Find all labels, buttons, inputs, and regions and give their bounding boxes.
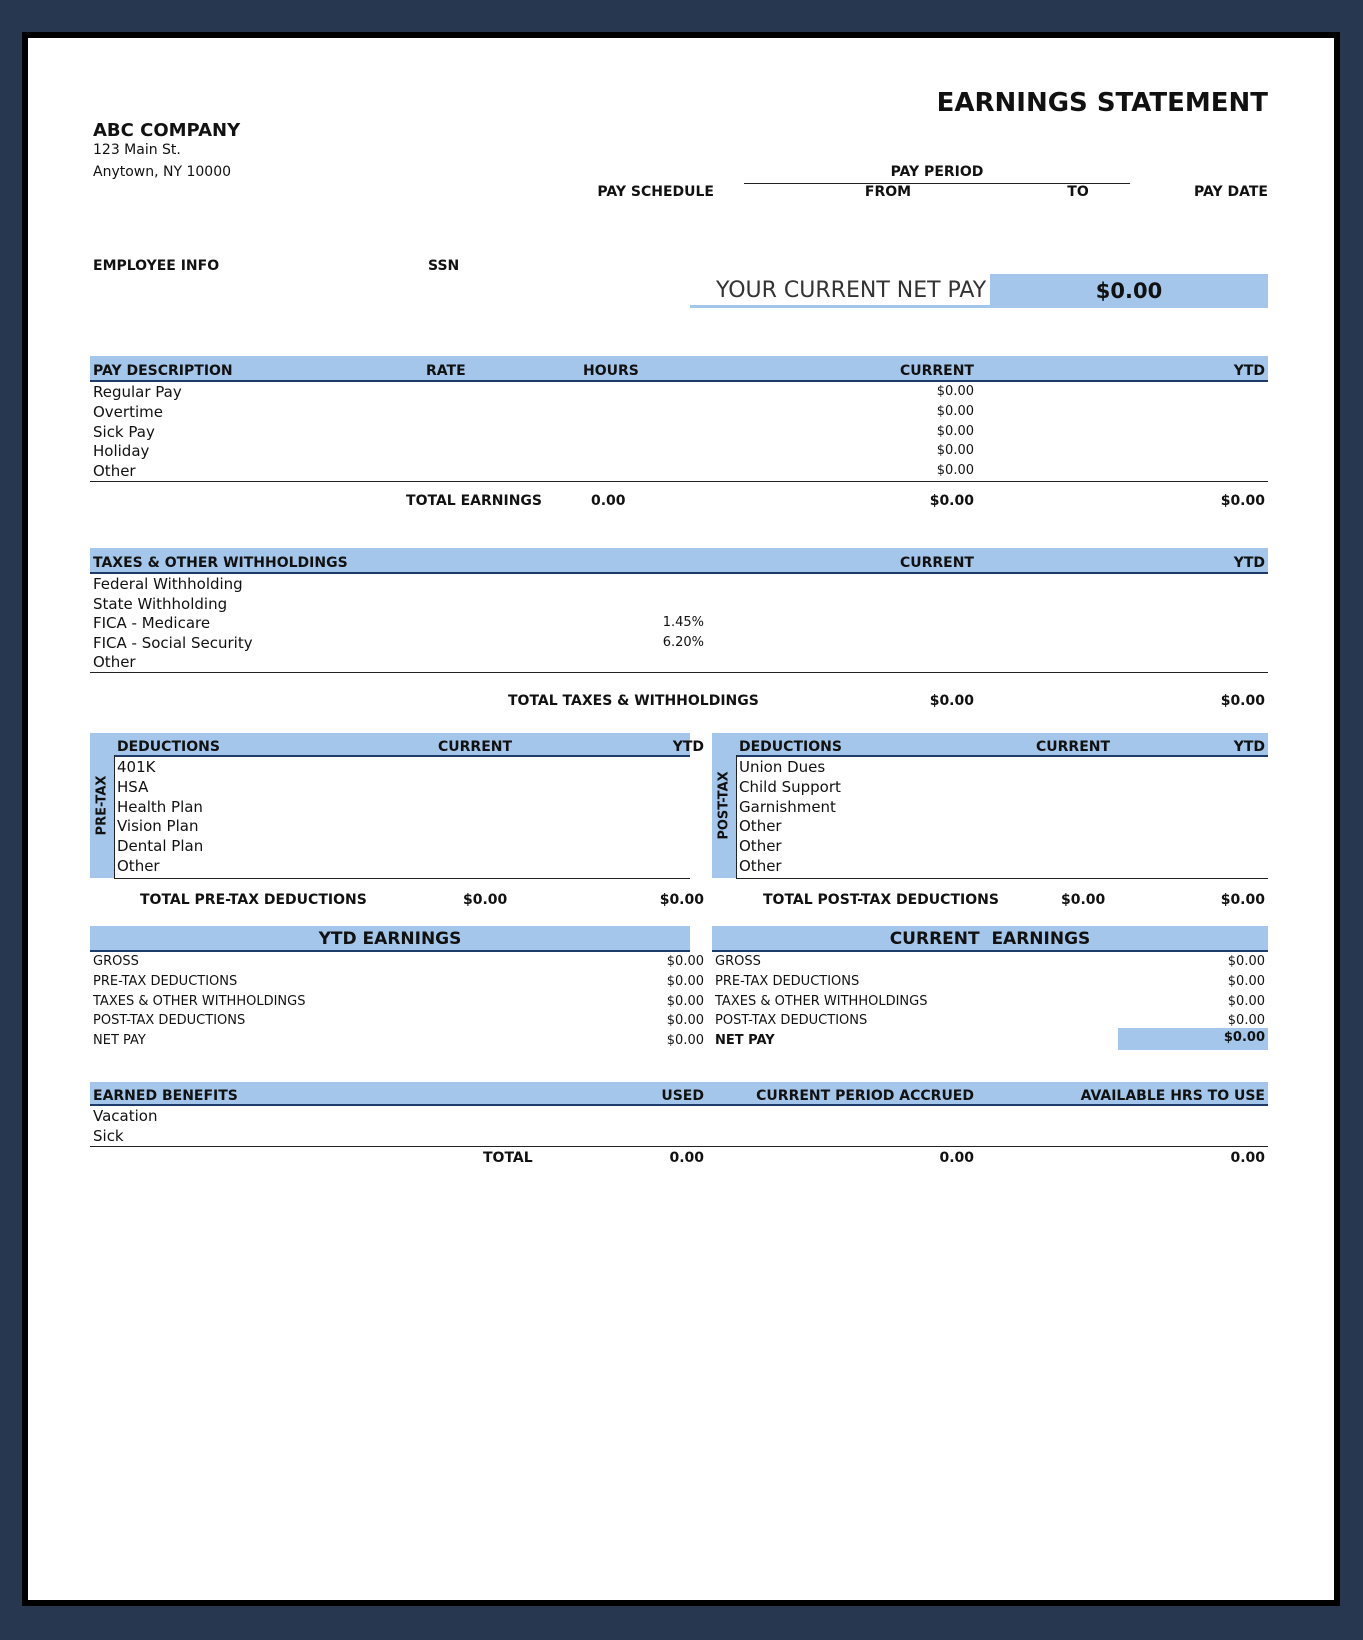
- employee-info-label: EMPLOYEE INFO: [93, 258, 220, 274]
- total-earnings-label: TOTAL EARNINGS: [406, 493, 542, 509]
- pretax-ytd-header: YTD: [672, 739, 704, 755]
- used-header: USED: [661, 1088, 704, 1104]
- current-earnings-title: CURRENT EARNINGS: [889, 929, 1091, 949]
- posttax-deductions-header: DEDUCTIONS: [739, 739, 842, 755]
- current-summary-value: $0.00: [1227, 994, 1265, 1009]
- current-summary-label: GROSS: [715, 954, 761, 969]
- earnings-rule: [90, 481, 1268, 482]
- current-summary-label: PRE-TAX DEDUCTIONS: [715, 974, 860, 989]
- rate-header: RATE: [426, 363, 466, 379]
- hours-header: HOURS: [583, 363, 639, 379]
- ytd-summary-value: $0.00: [666, 974, 704, 989]
- posttax-rule: [736, 878, 1268, 879]
- earnings-statement-sheet: [22, 32, 1340, 1606]
- earnings-ytd-header: YTD: [1233, 363, 1265, 379]
- current-net-pay-label: NET PAY: [715, 1033, 775, 1048]
- accrued-header: CURRENT PERIOD ACCRUED: [756, 1088, 974, 1104]
- earnings-row-current: $0.00: [936, 384, 974, 399]
- taxes-ytd-header: YTD: [1233, 555, 1265, 571]
- benefits-total-available: 0.00: [1230, 1150, 1265, 1166]
- earnings-row-current: $0.00: [936, 463, 974, 478]
- tax-row-rate: 1.45%: [662, 615, 704, 630]
- pretax-row: Dental Plan: [117, 837, 204, 855]
- current-summary-value: $0.00: [1227, 1013, 1265, 1028]
- page-title: EARNINGS STATEMENT: [936, 88, 1268, 118]
- earnings-row-label: Overtime: [93, 403, 163, 421]
- ytd-summary-value: $0.00: [666, 954, 704, 969]
- pretax-side-label: PRE-TAX: [94, 775, 110, 836]
- posttax-row: Other: [739, 817, 782, 835]
- net-pay-label: YOUR CURRENT NET PAY: [690, 274, 990, 308]
- pretax-row: 401K: [117, 758, 156, 776]
- pay-period-label: PAY PERIOD: [890, 164, 984, 180]
- earnings-current-header: CURRENT: [899, 363, 974, 379]
- posttax-ytd-header: YTD: [1233, 739, 1265, 755]
- posttax-row: Other: [739, 857, 782, 875]
- earnings-row-current: $0.00: [936, 404, 974, 419]
- benefits-rule: [90, 1146, 1268, 1147]
- pretax-current-header: CURRENT: [438, 739, 513, 755]
- ytd-summary-label: GROSS: [93, 954, 139, 969]
- earnings-row-label: Sick Pay: [93, 423, 155, 441]
- total-taxes-ytd: $0.00: [1220, 693, 1265, 709]
- pay-date-label: PAY DATE: [1194, 184, 1268, 200]
- company-name: ABC COMPANY: [93, 120, 241, 141]
- net-pay-value: $0.00: [990, 274, 1268, 308]
- earnings-row-label: Regular Pay: [93, 383, 182, 401]
- benefit-row: Sick: [93, 1127, 124, 1145]
- taxes-rule: [90, 672, 1268, 673]
- pay-period-from-label: FROM: [864, 184, 912, 200]
- posttax-row: Child Support: [739, 778, 841, 796]
- total-pretax-label: TOTAL PRE-TAX DEDUCTIONS: [140, 892, 367, 908]
- posttax-divider: [736, 755, 737, 878]
- benefits-total-accrued: 0.00: [939, 1150, 974, 1166]
- total-earnings-current: $0.00: [929, 493, 974, 509]
- pretax-divider: [114, 755, 115, 878]
- earnings-row-current: $0.00: [936, 424, 974, 439]
- taxes-current-header: CURRENT: [899, 555, 974, 571]
- ytd-summary-value: $0.00: [666, 1033, 704, 1048]
- earnings-row-label: Other: [93, 462, 136, 480]
- pretax-deductions-header: DEDUCTIONS: [117, 739, 220, 755]
- total-pretax-ytd: $0.00: [659, 892, 704, 908]
- current-summary-label: POST-TAX DEDUCTIONS: [715, 1013, 868, 1028]
- pretax-row: Health Plan: [117, 798, 203, 816]
- tax-row-label: State Withholding: [93, 595, 228, 613]
- tax-row-label: Federal Withholding: [93, 575, 243, 593]
- total-taxes-current: $0.00: [929, 693, 974, 709]
- ytd-summary-label: TAXES & OTHER WITHHOLDINGS: [93, 994, 306, 1009]
- ssn-label: SSN: [428, 258, 460, 274]
- total-earnings-ytd: $0.00: [1220, 493, 1265, 509]
- pay-schedule-label: PAY SCHEDULE: [597, 184, 714, 200]
- pay-description-header: PAY DESCRIPTION: [93, 363, 233, 379]
- earnings-row-label: Holiday: [93, 442, 150, 460]
- ytd-earnings-title: YTD EARNINGS: [318, 929, 462, 949]
- ytd-summary-value: $0.00: [666, 994, 704, 1009]
- posttax-side-label: POST-TAX: [716, 771, 732, 840]
- current-net-pay-value: $0.00: [1223, 1030, 1265, 1045]
- tax-row-label: Other: [93, 653, 136, 671]
- tax-row-label: FICA - Medicare: [93, 614, 211, 632]
- posttax-row: Other: [739, 837, 782, 855]
- company-address-line2: Anytown, NY 10000: [93, 164, 232, 180]
- benefits-total-used: 0.00: [669, 1150, 704, 1166]
- earned-benefits-header: EARNED BENEFITS: [93, 1088, 238, 1104]
- total-taxes-label: TOTAL TAXES & WITHHOLDINGS: [508, 693, 759, 709]
- current-summary-value: $0.00: [1227, 974, 1265, 989]
- ytd-summary-label: PRE-TAX DEDUCTIONS: [93, 974, 238, 989]
- total-posttax-current: $0.00: [1061, 892, 1106, 908]
- total-earnings-hours: 0.00: [591, 493, 626, 509]
- current-summary-label: TAXES & OTHER WITHHOLDINGS: [715, 994, 928, 1009]
- total-pretax-current: $0.00: [463, 892, 508, 908]
- pretax-row: HSA: [117, 778, 149, 796]
- tax-row-label: FICA - Social Security: [93, 634, 253, 652]
- pretax-row: Other: [117, 857, 160, 875]
- total-posttax-ytd: $0.00: [1220, 892, 1265, 908]
- pretax-rule: [114, 878, 690, 879]
- benefit-row: Vacation: [93, 1107, 158, 1125]
- pretax-row: Vision Plan: [117, 817, 199, 835]
- company-address-line1: 123 Main St.: [93, 142, 181, 158]
- ytd-summary-label: NET PAY: [93, 1033, 146, 1048]
- available-header: AVAILABLE HRS TO USE: [1080, 1088, 1265, 1104]
- pay-period-to-label: TO: [1067, 184, 1089, 200]
- ytd-summary-value: $0.00: [666, 1013, 704, 1028]
- ytd-summary-label: POST-TAX DEDUCTIONS: [93, 1013, 246, 1028]
- taxes-header: TAXES & OTHER WITHHOLDINGS: [93, 555, 348, 571]
- tax-row-rate: 6.20%: [662, 635, 704, 650]
- benefits-total-label: TOTAL: [483, 1150, 533, 1166]
- earnings-header-band: [90, 356, 1268, 382]
- posttax-row: Garnishment: [739, 798, 836, 816]
- posttax-current-header: CURRENT: [1036, 739, 1111, 755]
- total-posttax-label: TOTAL POST-TAX DEDUCTIONS: [763, 892, 999, 908]
- current-summary-value: $0.00: [1227, 954, 1265, 969]
- earnings-row-current: $0.00: [936, 443, 974, 458]
- posttax-row: Union Dues: [739, 758, 826, 776]
